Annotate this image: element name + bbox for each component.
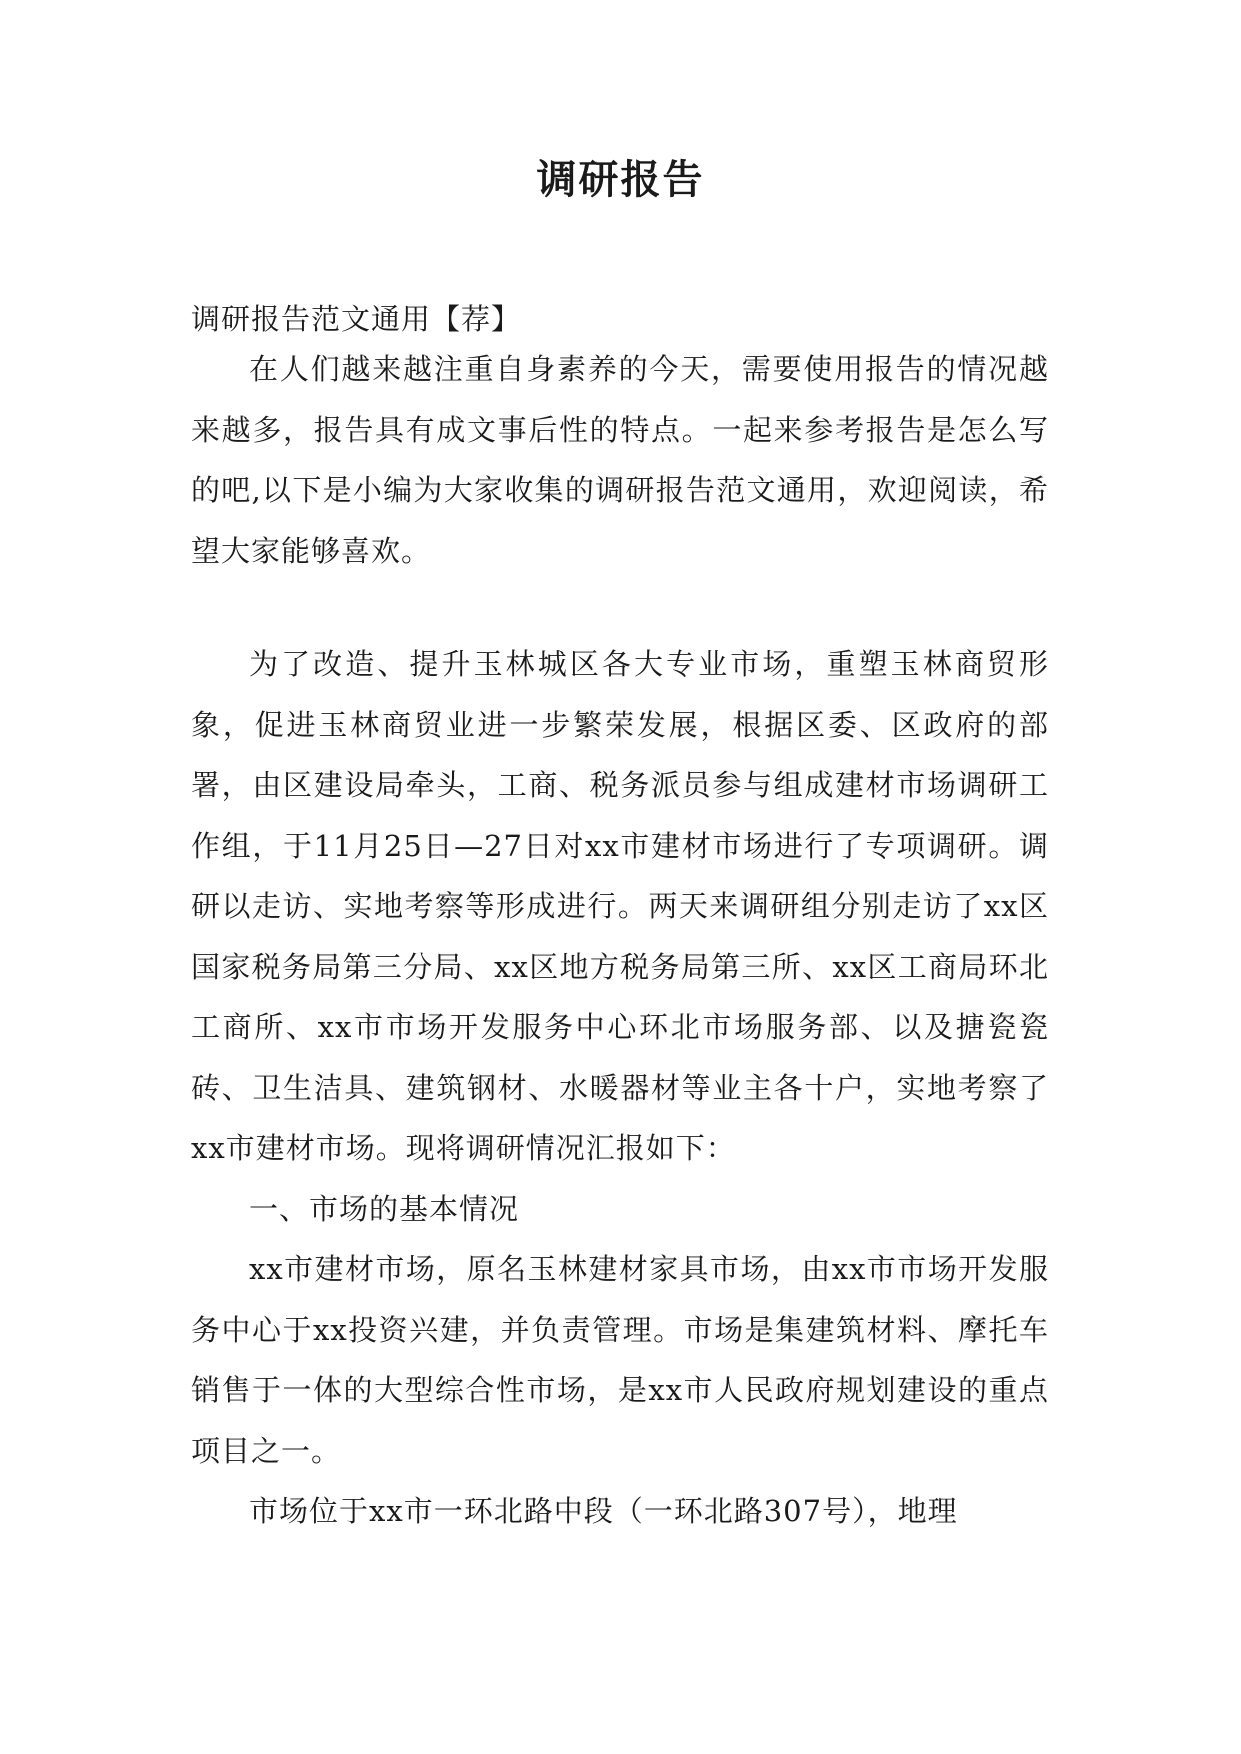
paragraph-market-location: 市场位于xx市一环北路中段（一环北路307号），地理: [249, 1494, 958, 1528]
subtitle-line: 调研报告范文通用【荐】: [191, 302, 522, 336]
section-heading-basic-situation: 一、市场的基本情况: [249, 1191, 520, 1226]
document-title: 调研报告: [536, 157, 705, 203]
intro-paragraph: 在人们越来越注重自身素养的今天，需要使用报告的情况越来越多，报告具有成文事后性的特点。一起来参考报告是怎么写的吧,以下是小编为大家收集的调研报告范文通用，欢迎阅读，希望大家能够喜欢。: [191, 352, 1049, 568]
paragraph-market-description: xx市建材市场，原名玉林建材家具市场，由xx市市场开发服务中心于xx投资兴建，并负责管理。市场是集建筑材料、摩托车销售于一体的大型综合性市场，是xx市人民政府规划建设的重点项目之一。: [191, 1252, 1049, 1468]
paragraph-research-overview: 为了改造、提升玉林城区各大专业市场，重塑玉林商贸形象，促进玉林商贸业进一步繁荣发展，根据区委、区政府的部署，由区建设局牵头，工商、税务派员参与组成建材市场调研工作组，于11月25日—27日对xx市建材市场进行了专项调研。调研以走访、实地考察等形成进行。两天来调研组分别走访了xx区国家税务局第三分局、xx区地方税务局第三所、xx区工商局环北工商所、xx市市场开发服务中心环北市场服务部、以及搪瓷瓷砖、卫生洁具、建筑钢材、水暖器材等业主各十户，实地考察了xx市建材市场。现将调研情况汇报如下：: [191, 647, 1049, 1165]
intro-section: [191, 339, 1049, 581]
main-section: [191, 634, 1049, 1542]
